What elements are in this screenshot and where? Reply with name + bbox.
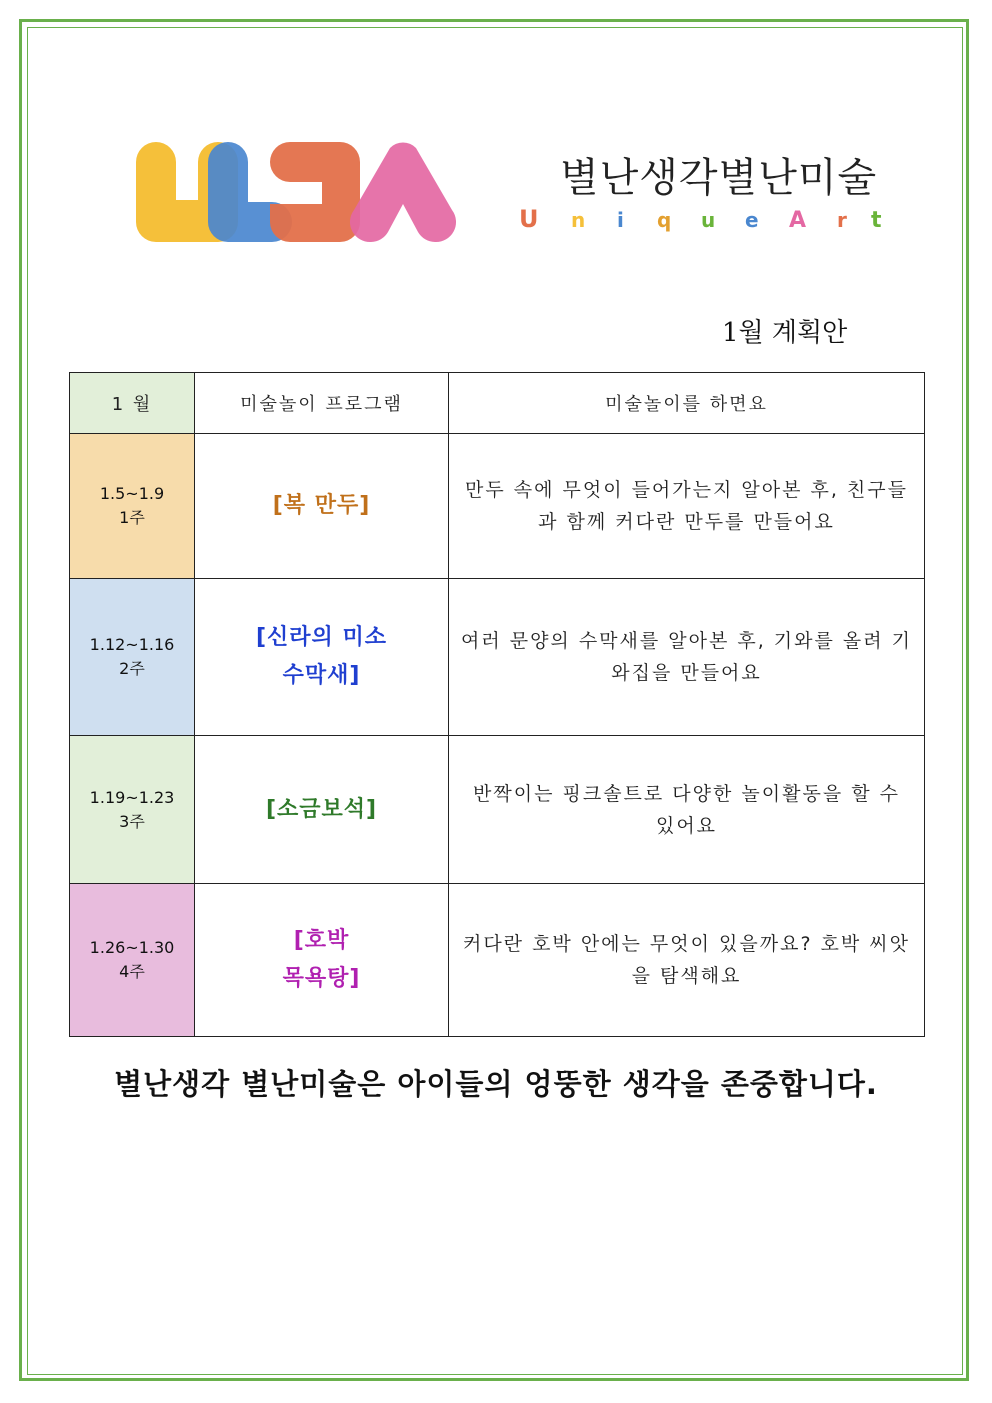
table-row (70, 434, 925, 579)
subtitle-letter: e (745, 208, 759, 232)
description-text: 여러 문양의 수막새를 알아본 후, 기와를 올려 기와집을 만들어요 (460, 630, 913, 684)
brand-subtitle-unique-art (519, 203, 889, 233)
table-row (70, 884, 925, 1037)
table-row (70, 579, 925, 736)
program-title-line: 수막새] (282, 663, 361, 688)
description-cell (449, 736, 925, 884)
table-row (70, 736, 925, 884)
subtitle-letter: q (657, 208, 672, 232)
program-title-line: 목욕탕] (282, 966, 361, 991)
program-title-line: [소금보석] (265, 796, 378, 822)
week-dates: 1.19~1.23 (89, 787, 175, 807)
subtitle-letter: U (519, 205, 539, 233)
logo-letter-a-pink (350, 142, 456, 242)
program-cell (195, 884, 449, 1037)
header-program: 미술놀이 프로그램 (195, 373, 449, 434)
week-cell (70, 579, 195, 736)
description-cell (449, 579, 925, 736)
program-title-line: [신라의 미소 (256, 625, 387, 650)
table-header-row (70, 373, 925, 434)
subtitle-letter: i (617, 208, 624, 232)
subtitle-letter: t (871, 208, 882, 233)
week-cell (70, 434, 195, 579)
program-cell (195, 434, 449, 579)
subtitle-letter: n (571, 208, 586, 232)
header-description: 미술놀이를 하면요 (449, 373, 925, 434)
description-text: 반짝이는 핑크솔트로 다양한 놀이활동을 할 수 있어요 (473, 782, 900, 837)
monthly-plan-table (69, 372, 925, 1037)
description-cell (449, 434, 925, 579)
week-number: 2주 (119, 659, 145, 678)
program-title-line: [복 만두] (272, 493, 371, 518)
week-cell (70, 884, 195, 1037)
program-title-line: [호박 (293, 928, 350, 953)
description-text: 만두 속에 무엇이 들어가는지 알아본 후, 친구들과 함께 커다란 만두를 만들어요 (464, 479, 908, 533)
brand-title: 별난생각별난미술 (560, 155, 878, 201)
week-dates: 1.12~1.16 (89, 635, 175, 654)
subtitle-letter: A (789, 208, 807, 233)
program-cell (195, 579, 449, 736)
subtitle-letter: u (701, 208, 716, 232)
header-month: 1 월 (70, 373, 195, 434)
description-cell (449, 884, 925, 1037)
program-cell (195, 736, 449, 884)
subtitle-letter: r (837, 208, 847, 232)
description-text: 커다란 호박 안에는 무엇이 있을까요? 호박 씨앗을 탐색해요 (462, 933, 911, 987)
logo-letter-j-orange (270, 142, 360, 242)
plan-title: 1월 계획안 (722, 318, 848, 348)
week-dates: 1.5~1.9 (99, 484, 165, 503)
brand-logo (128, 140, 458, 248)
week-number: 4주 (119, 962, 145, 981)
week-number: 1주 (119, 508, 145, 527)
week-dates: 1.26~1.30 (89, 938, 175, 957)
week-number: 3주 (119, 811, 145, 831)
footer-slogan: 별난생각 별난미술은 아이들의 엉뚱한 생각을 존중합니다. (114, 1067, 878, 1101)
week-cell (70, 736, 195, 884)
